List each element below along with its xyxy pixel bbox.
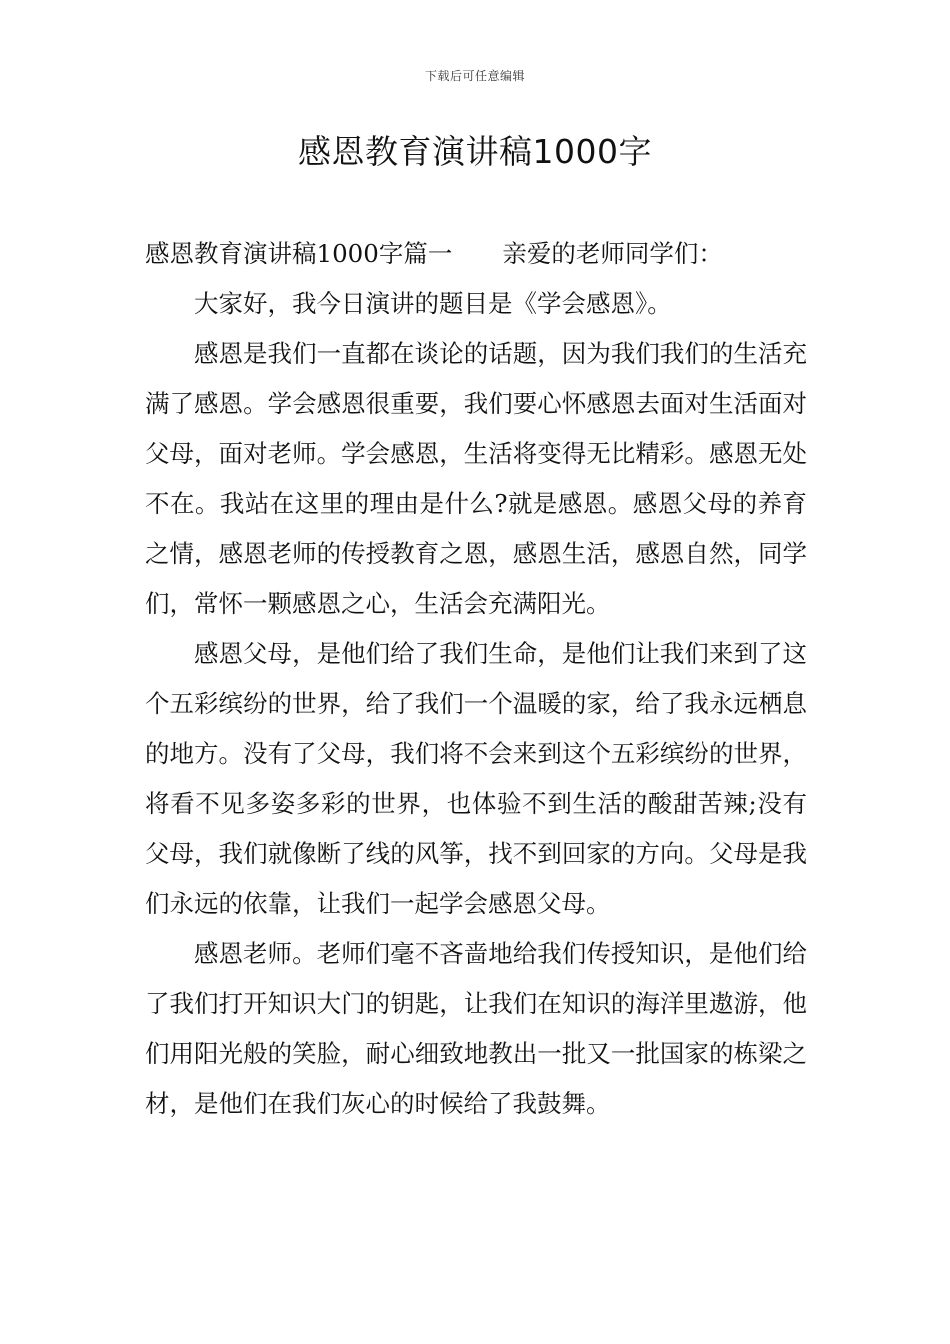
document-body	[145, 229, 807, 1129]
paragraph-greeting: 大家好，我今日演讲的题目是《学会感恩》。	[194, 289, 672, 318]
lead-line	[145, 229, 807, 279]
header-note: 下载后可任意编辑	[424, 69, 525, 83]
paragraph-gratitude-teachers: 感恩老师。老师们毫不吝啬地给我们传授知识，是他们给了我们打开知识大门的钥匙，让我们在知识的海洋里遨游，他们用阳光般的笑脸，耐心细致地教出一批又一批国家的栋梁之材，是他们在我们灰心的时候给了我鼓舞。	[145, 939, 807, 1118]
section-label: 感恩教育演讲稿1000字篇一	[145, 239, 453, 268]
paragraph-gratitude-intro: 感恩是我们一直都在谈论的话题，因为我们我们的生活充满了感恩。学会感恩很重要，我们要心怀感恩去面对生活面对父母，面对老师。学会感恩，生活将变得无比精彩。感恩无处不在。我站在这里的理由是什么?就是感恩。感恩父母的养育之情，感恩老师的传授教育之恩，感恩生活，感恩自然，同学们，常怀一颗感恩之心，生活会充满阳光。	[145, 339, 807, 618]
paragraph-gratitude-parents: 感恩父母，是他们给了我们生命，是他们让我们来到了这个五彩缤纷的世界，给了我们一个温暖的家，给了我永远栖息的地方。没有了父母，我们将不会来到这个五彩缤纷的世界，将看不见多姿多彩的世界，也体验不到生活的酸甜苦辣;没有父母，我们就像断了线的风筝，找不到回家的方向。父母是我们永远的依靠，让我们一起学会感恩父母。	[145, 639, 807, 918]
document-title: 感恩教育演讲稿1000字	[298, 132, 652, 171]
salutation: 亲爱的老师同学们：	[502, 239, 723, 268]
